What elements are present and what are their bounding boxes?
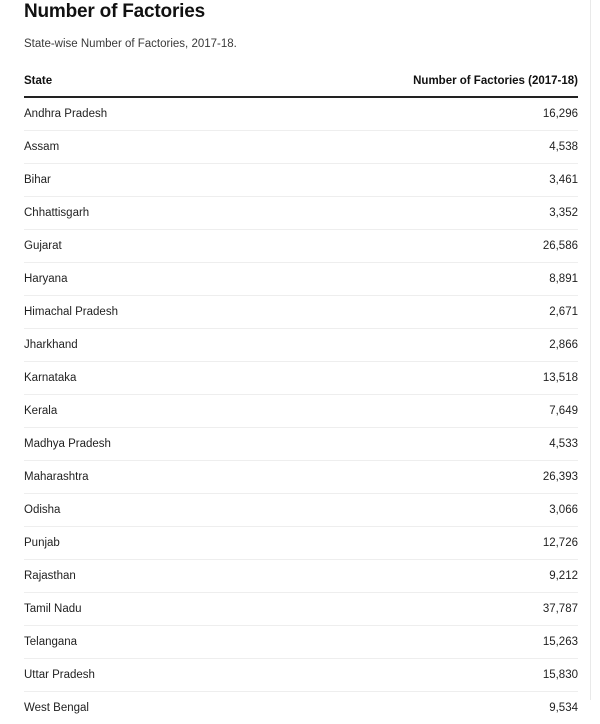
cell-state: Tamil Nadu xyxy=(24,593,324,626)
cell-value: 15,263 xyxy=(324,626,578,659)
table-row xyxy=(24,263,578,296)
cell-value: 4,533 xyxy=(324,428,578,461)
cell-state: Jharkhand xyxy=(24,329,324,362)
column-header-state[interactable]: State xyxy=(24,75,324,97)
cell-value: 3,461 xyxy=(324,164,578,197)
cell-value: 8,891 xyxy=(324,263,578,296)
column-header-number-of-factories[interactable]: Number of Factories (2017-18) xyxy=(324,75,578,97)
cell-value: 26,586 xyxy=(324,230,578,263)
cell-value: 16,296 xyxy=(324,97,578,131)
table-body xyxy=(24,97,578,724)
cell-state: Assam xyxy=(24,131,324,164)
table-row xyxy=(24,362,578,395)
cell-state: Andhra Pradesh xyxy=(24,97,324,131)
table-row xyxy=(24,527,578,560)
cell-value: 2,671 xyxy=(324,296,578,329)
cell-state: Odisha xyxy=(24,494,324,527)
cell-value: 13,518 xyxy=(324,362,578,395)
cell-state: Bihar xyxy=(24,164,324,197)
table-row xyxy=(24,593,578,626)
cell-state: Karnataka xyxy=(24,362,324,395)
table-row xyxy=(24,230,578,263)
table-row xyxy=(24,395,578,428)
cell-state: West Bengal xyxy=(24,692,324,724)
cell-value: 3,352 xyxy=(324,197,578,230)
table-row xyxy=(24,692,578,724)
cell-value: 37,787 xyxy=(324,593,578,626)
table-row xyxy=(24,461,578,494)
table-row xyxy=(24,131,578,164)
cell-state: Haryana xyxy=(24,263,324,296)
cell-value: 4,538 xyxy=(324,131,578,164)
cell-state: Rajasthan xyxy=(24,560,324,593)
cell-value: 15,830 xyxy=(324,659,578,692)
cell-value: 2,866 xyxy=(324,329,578,362)
cell-state: Uttar Pradesh xyxy=(24,659,324,692)
table-row xyxy=(24,494,578,527)
cell-value: 7,649 xyxy=(324,395,578,428)
cell-value: 3,066 xyxy=(324,494,578,527)
table-row xyxy=(24,560,578,593)
page-subtitle: State-wise Number of Factories, 2017-18. xyxy=(24,23,578,51)
page-right-gutter xyxy=(591,0,600,700)
table-row xyxy=(24,659,578,692)
cell-value: 26,393 xyxy=(324,461,578,494)
cell-state: Madhya Pradesh xyxy=(24,428,324,461)
table-row xyxy=(24,626,578,659)
cell-value: 12,726 xyxy=(324,527,578,560)
table-row xyxy=(24,329,578,362)
cell-state: Gujarat xyxy=(24,230,324,263)
factories-table xyxy=(24,75,578,724)
table-row xyxy=(24,197,578,230)
cell-state: Himachal Pradesh xyxy=(24,296,324,329)
cell-state: Chhattisgarh xyxy=(24,197,324,230)
cell-state: Maharashtra xyxy=(24,461,324,494)
table-row xyxy=(24,428,578,461)
page-title: Number of Factories xyxy=(24,0,578,23)
page-right-edge xyxy=(590,0,591,700)
table-header xyxy=(24,75,578,97)
content-area xyxy=(24,0,578,724)
cell-state: Kerala xyxy=(24,395,324,428)
cell-state: Punjab xyxy=(24,527,324,560)
cell-value: 9,534 xyxy=(324,692,578,724)
cell-value: 9,212 xyxy=(324,560,578,593)
table-row xyxy=(24,164,578,197)
table-header-row xyxy=(24,75,578,97)
table-row xyxy=(24,97,578,131)
cell-state: Telangana xyxy=(24,626,324,659)
table-row xyxy=(24,296,578,329)
